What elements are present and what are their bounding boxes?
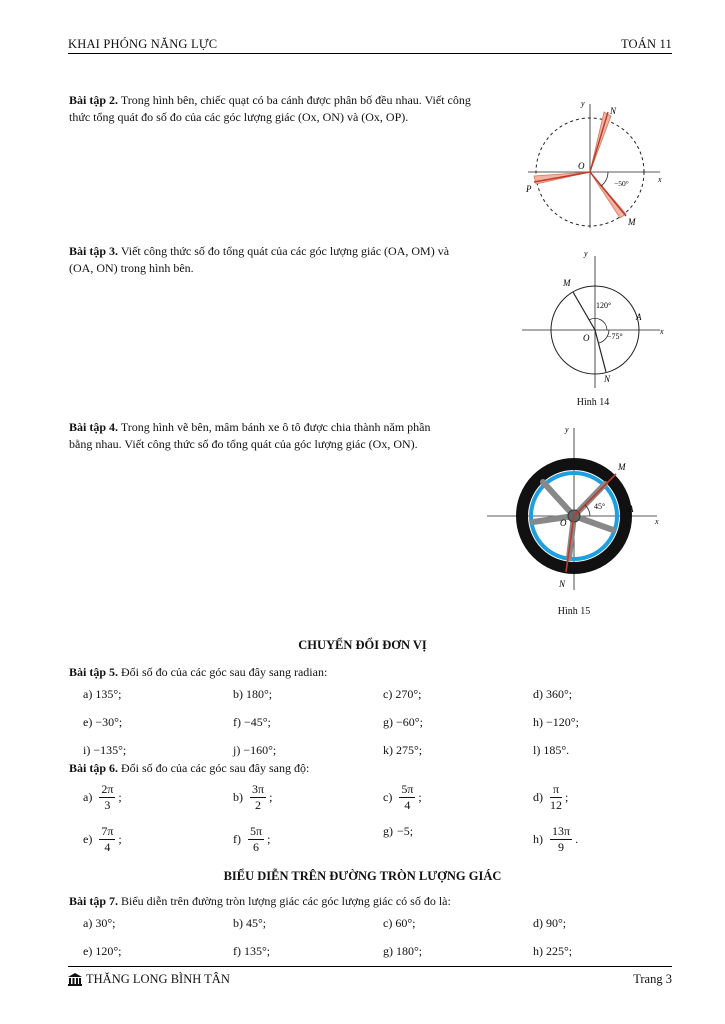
fig15-o-label: O xyxy=(560,518,567,528)
building-icon xyxy=(68,973,82,986)
ray-on xyxy=(595,330,606,372)
ex5-item: h) −120°; xyxy=(533,715,579,729)
fraction xyxy=(99,782,115,813)
ray-on xyxy=(590,112,608,172)
fan-figure xyxy=(520,92,670,232)
ex6-item-punct: ; xyxy=(118,790,122,804)
fig15-n-label: N xyxy=(559,579,566,589)
exercise-4-line2: bằng nhau. Viết công thức số đo tổng quát của góc lượng giác (Ox, ON). xyxy=(69,436,418,451)
fig14-y-label: y xyxy=(584,249,588,258)
exercise-3-line1: Viết công thức số đo tổng quát của các góc lượng giác (OA, OM) và xyxy=(120,244,450,258)
ex6-item-prefix: b) xyxy=(233,790,243,804)
ex6-item xyxy=(383,782,422,813)
exercise-6 xyxy=(69,760,309,777)
ex7-item: h) 225°; xyxy=(533,944,573,958)
header-right: TOÁN 11 xyxy=(620,37,672,51)
footer-rule xyxy=(68,966,672,967)
ex6-item-punct: ; xyxy=(118,832,122,846)
ex7-item: g) 180°; xyxy=(383,944,423,958)
ex6-item xyxy=(83,782,122,813)
exercise-4-label: Bài tập 4. xyxy=(69,420,119,434)
fraction-numerator: 7π xyxy=(101,824,114,838)
exercise-5-label: Bài tập 5. xyxy=(69,665,119,679)
fig14-a-label: A xyxy=(636,312,642,322)
fraction-numerator: 3π xyxy=(252,782,265,796)
ex6-item-punct: ; xyxy=(418,790,422,804)
fraction-numerator: 13π xyxy=(552,824,571,838)
fig14-m-label: M xyxy=(563,278,571,288)
ex6-item-punct: ; xyxy=(267,832,271,846)
ex6-item xyxy=(383,824,413,839)
exercise-7-text: Biểu diễn trên đường tròn lượng giác các góc lượng giác có số đo là: xyxy=(121,894,451,908)
fraction-denominator: 9 xyxy=(558,840,565,854)
ex6-item-prefix: a) xyxy=(83,790,93,804)
ex7-item: d) 90°; xyxy=(533,916,567,930)
ex7-item: c) 60°; xyxy=(383,916,416,930)
footer-left xyxy=(68,972,230,987)
spoke xyxy=(543,482,574,516)
ex7-item: f) 135°; xyxy=(233,944,271,958)
ex6-item-punct: . xyxy=(575,832,579,846)
fig15-a-label: A xyxy=(628,504,634,514)
ex5-item: g) −60°; xyxy=(383,715,423,729)
section-title-unit-conversion: CHUYỂN ĐỔI ĐƠN VỊ xyxy=(298,638,427,652)
footer-page-number: Trang 3 xyxy=(633,972,672,986)
fraction xyxy=(248,824,264,855)
fig2-x-label: x xyxy=(658,175,662,184)
fraction-denominator: 3 xyxy=(104,798,111,812)
exercise-4-line1: Trong hình vẽ bên, mâm bánh xe ô tô được chia thành năm phần xyxy=(120,420,431,434)
footer-school-name: THĂNG LONG BÌNH TÂN xyxy=(86,972,230,986)
fraction-numerator: 5π xyxy=(250,824,263,838)
header-left: KHAI PHÓNG NĂNG LỰC xyxy=(68,37,218,51)
fig14-x-label: x xyxy=(660,327,664,336)
exercise-2-label: Bài tập 2. xyxy=(69,93,119,107)
ex6-item-prefix: h) xyxy=(533,832,543,846)
fraction xyxy=(99,824,115,855)
section-title-unit-circle: BIỂU DIỄN TRÊN ĐƯỜNG TRÒN LƯỢNG GIÁC xyxy=(223,869,502,883)
ex6-item-prefix: c) xyxy=(383,790,393,804)
ex5-item: j) −160°; xyxy=(233,743,277,757)
figure-14-caption: Hình 14 xyxy=(576,397,610,408)
fraction xyxy=(550,782,562,813)
fig14-angle2-label: −75° xyxy=(607,332,623,341)
ray-om xyxy=(573,292,595,330)
exercise-2 xyxy=(69,92,511,125)
ex6-item-prefix: d) xyxy=(533,790,543,804)
exercise-3-label: Bài tập 3. xyxy=(69,244,119,258)
ex5-item: e) −30°; xyxy=(83,715,123,729)
exercise-4 xyxy=(69,419,511,452)
fig15-y-label: y xyxy=(565,425,569,434)
ex5-item: l) 185°. xyxy=(533,743,570,757)
ex7-item: e) 120°; xyxy=(83,944,122,958)
wheel-figure-15 xyxy=(485,420,665,598)
ex6-item-prefix: e) xyxy=(83,832,93,846)
fig2-n-label: N xyxy=(610,106,617,116)
ex6-item-punct: ; xyxy=(565,790,569,804)
fraction-denominator: 4 xyxy=(404,798,411,812)
fig14-n-label: N xyxy=(604,374,611,384)
ex6-item-prefix: g) xyxy=(383,824,393,838)
ex6-item xyxy=(233,824,270,855)
ex6-item xyxy=(533,782,568,813)
ex5-item: a) 135°; xyxy=(83,687,122,701)
fig2-y-label: y xyxy=(581,99,585,108)
fraction xyxy=(399,782,415,813)
ex6-item xyxy=(533,824,578,855)
fraction-denominator: 12 xyxy=(550,798,562,812)
fraction-numerator: 5π xyxy=(401,782,414,796)
exercise-7-label: Bài tập 7. xyxy=(69,894,119,908)
angle-arc xyxy=(601,172,608,186)
exercise-6-label: Bài tập 6. xyxy=(69,761,119,775)
ex5-item: c) 270°; xyxy=(383,687,422,701)
ex7-item: a) 30°; xyxy=(83,916,116,930)
fig2-p-label: P xyxy=(526,184,532,194)
ex6-item-prefix: f) xyxy=(233,832,241,846)
ex7-item: b) 45°; xyxy=(233,916,267,930)
ex5-item: i) −135°; xyxy=(83,743,127,757)
fraction xyxy=(250,782,266,813)
unit-circle-figure-14 xyxy=(520,246,670,396)
exercise-5-text: Đổi số đo của các góc sau đây sang radian: xyxy=(121,665,328,679)
fig15-x-label: x xyxy=(655,517,659,526)
fig15-angle-label: 45° xyxy=(594,502,606,511)
fig2-o-label: O xyxy=(578,161,585,171)
ex6-item xyxy=(83,824,122,855)
exercise-6-text: Đổi số đo của các góc sau đây sang độ: xyxy=(121,761,310,775)
ex5-item: k) 275°; xyxy=(383,743,423,757)
fig14-angle1-label: 120° xyxy=(596,301,612,310)
fig2-m-label: M xyxy=(628,217,636,227)
fig15-m-label: M xyxy=(618,462,626,472)
fraction-numerator: π xyxy=(550,782,562,798)
exercise-7 xyxy=(69,893,451,910)
ex6-item-value: −5; xyxy=(397,824,414,838)
exercise-3-line2: (OA, ON) trong hình bên. xyxy=(69,260,194,275)
ex6-item-punct: ; xyxy=(269,790,273,804)
fig2-angle-label: −50° xyxy=(614,179,629,188)
figure-15-caption: Hình 15 xyxy=(557,606,591,617)
exercise-2-line2: thức tổng quát đo số đo của các góc lượng giác (Ox, ON) và (Ox, OP). xyxy=(69,109,409,124)
header-rule xyxy=(68,53,672,54)
fig14-o-label: O xyxy=(583,333,590,343)
fraction xyxy=(550,824,572,855)
fraction-numerator: 2π xyxy=(101,782,114,796)
exercise-2-line1: Trong hình bên, chiếc quạt có ba cánh được phân bố đều nhau. Viết công xyxy=(120,93,471,107)
fraction-denominator: 6 xyxy=(253,840,260,854)
exercise-3 xyxy=(69,243,511,276)
ex5-item: d) 360°; xyxy=(533,687,573,701)
fraction-denominator: 2 xyxy=(255,798,262,812)
ex6-item xyxy=(233,782,272,813)
ex5-item: b) 180°; xyxy=(233,687,273,701)
ex5-item: f) −45°; xyxy=(233,715,271,729)
fraction-denominator: 4 xyxy=(104,840,111,854)
exercise-5 xyxy=(69,664,327,681)
